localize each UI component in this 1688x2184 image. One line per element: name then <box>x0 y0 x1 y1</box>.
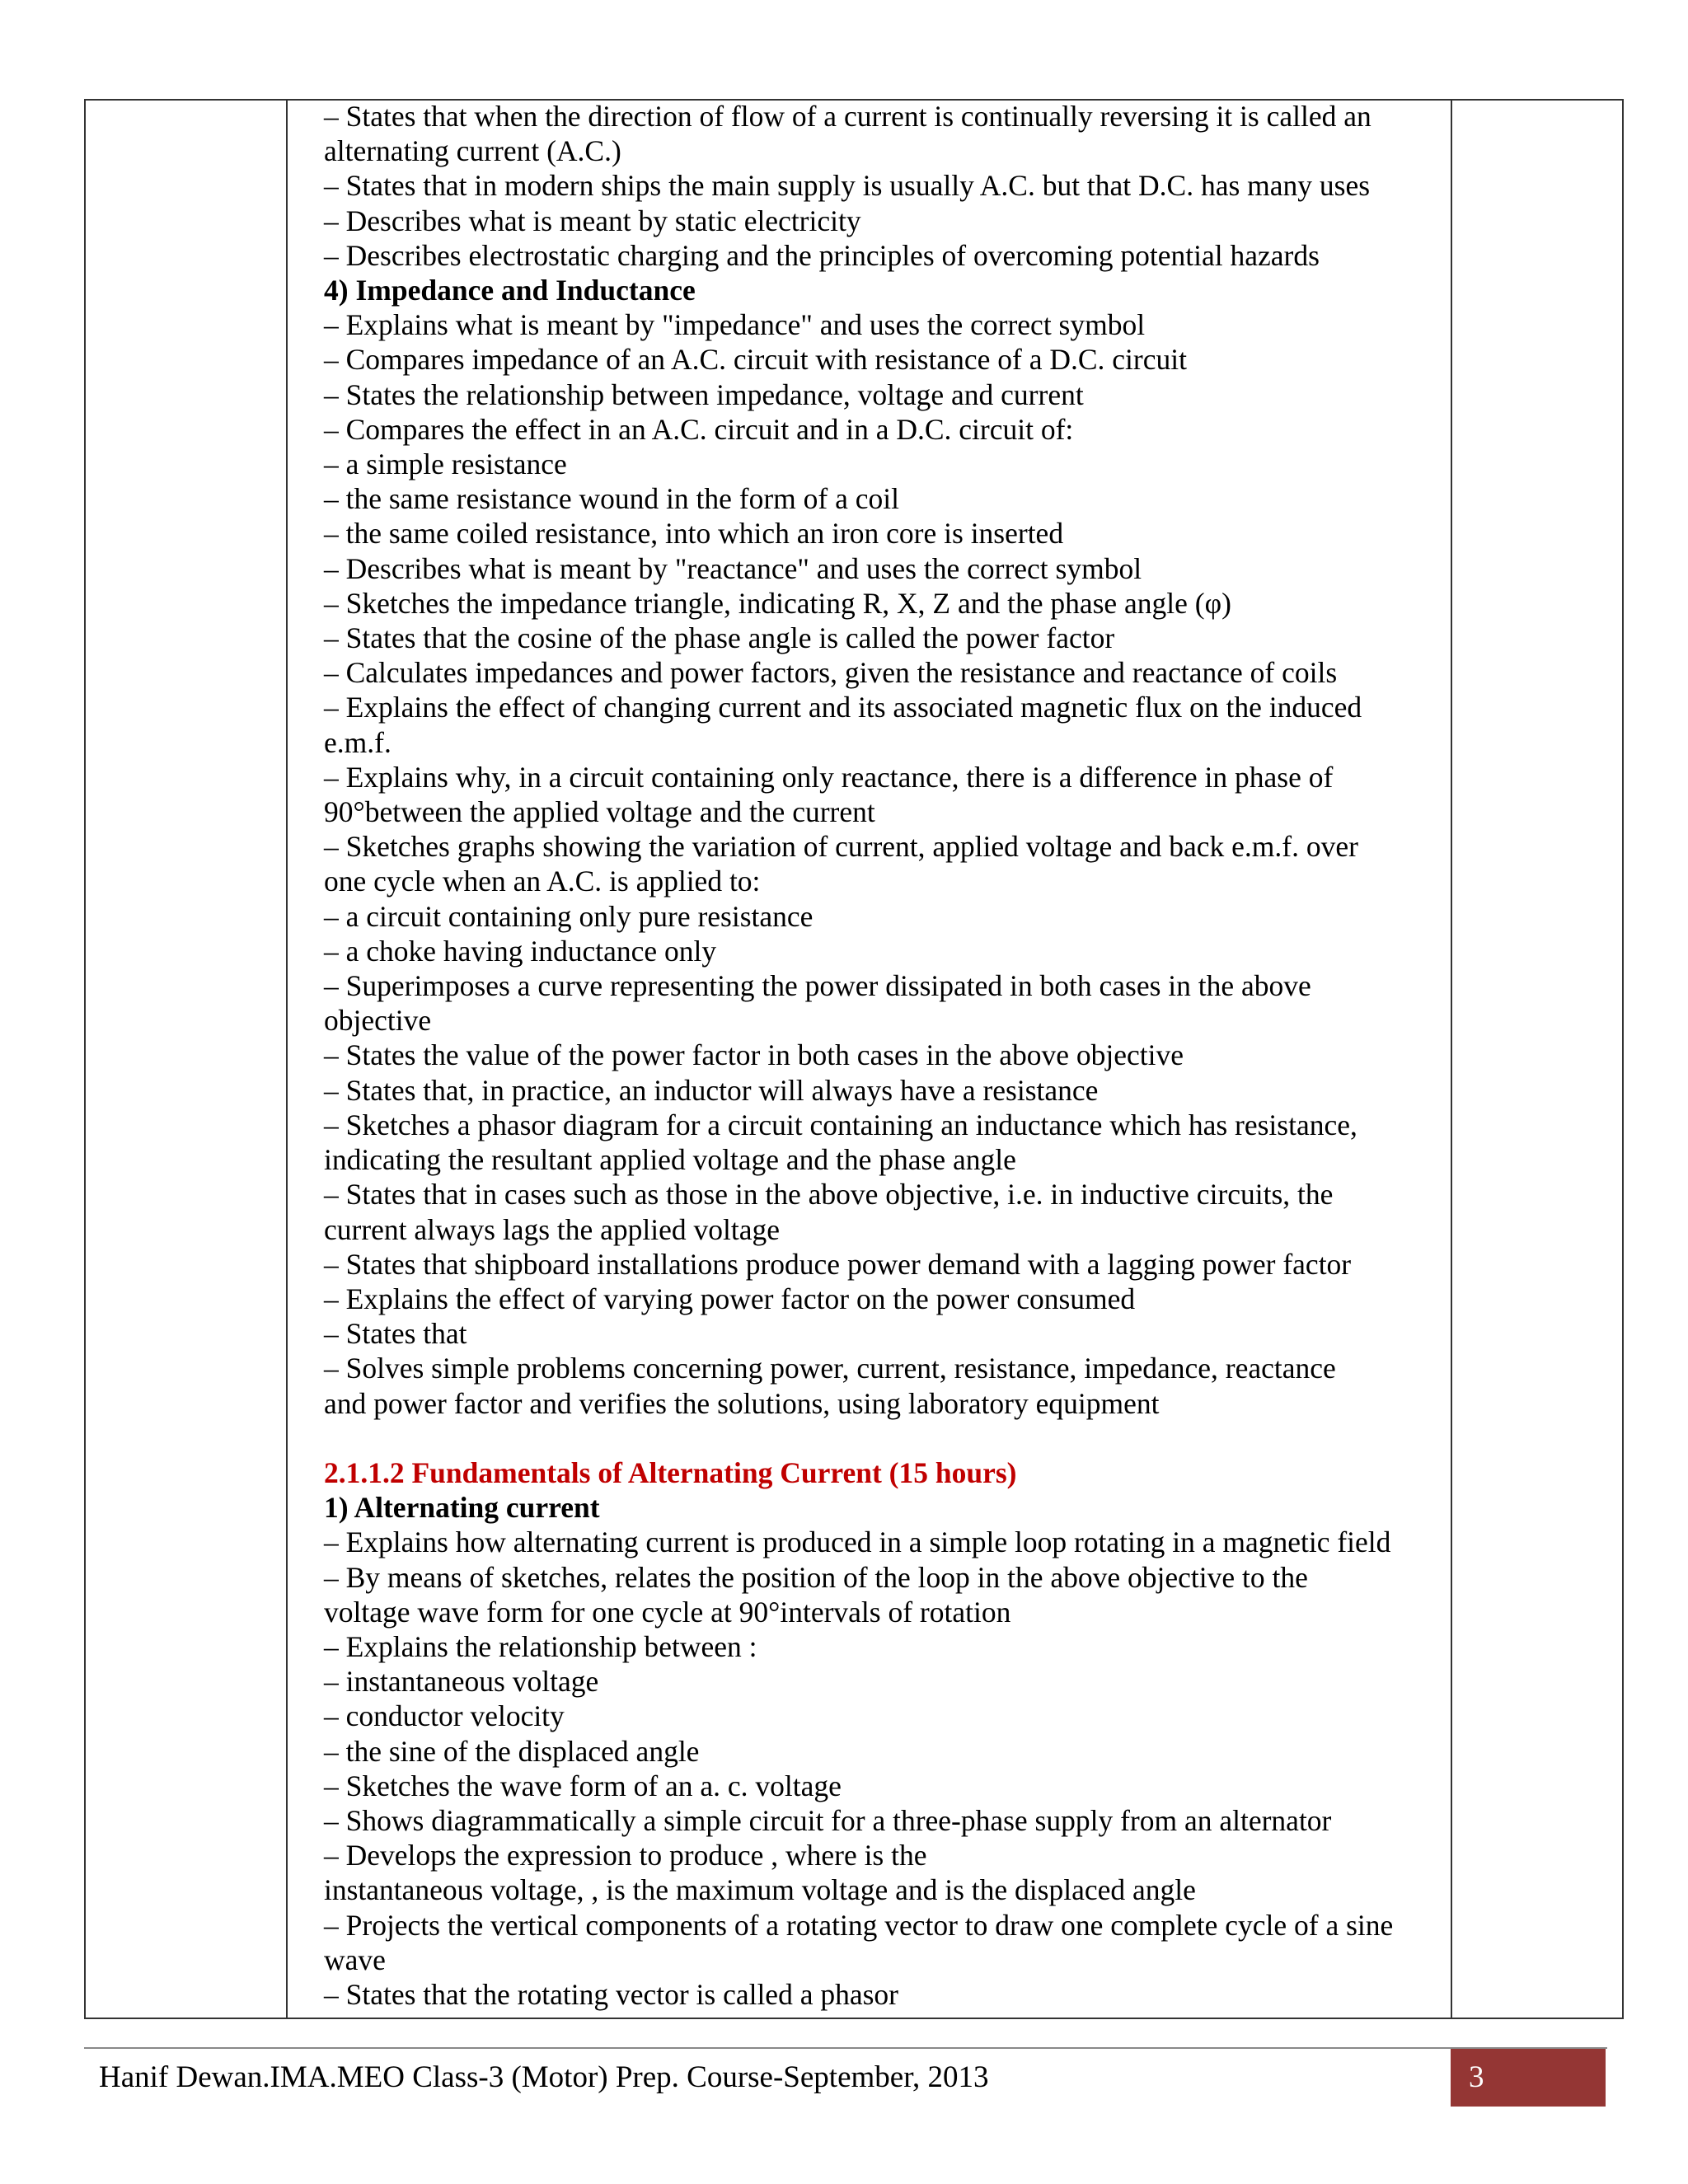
text-line: – instantaneous voltage <box>324 1665 599 1699</box>
text-line: – Describes what is meant by static electricity <box>324 204 861 237</box>
text-line: – Explains the effect of changing current and its associated magnetic flux on the induced <box>324 691 1362 724</box>
text-line: – By means of sketches, relates the position of the loop in the above objective to the <box>324 1560 1308 1594</box>
text-line: – a circuit containing only pure resistance <box>324 899 814 933</box>
subheading: 1) Alternating current <box>324 1491 600 1525</box>
text-line: – Calculates impedances and power factors, given the resistance and reactance of coils <box>324 656 1338 690</box>
text-line: – Projects the vertical components of a rotating vector to draw one complete cycle of a sine <box>324 1908 1394 1942</box>
text-line: – Explains what is meant by "impedance" and uses the correct symbol <box>324 308 1146 342</box>
text-line: – States that the rotating vector is called a phasor <box>324 1977 898 2011</box>
text-line: – States that the cosine of the phase angle is called the power factor <box>324 621 1115 655</box>
text-line: – Sketches graphs showing the variation of current, applied voltage and back e.m.f. over <box>324 830 1358 864</box>
text-line: – Compares impedance of an A.C. circuit with resistance of a D.C. circuit <box>324 343 1187 377</box>
text-line: – Sketches the wave form of an a. c. voltage <box>324 1769 842 1802</box>
blank-line <box>324 1421 1428 1455</box>
text-line: – Superimposes a curve representing the power dissipated in both cases in the above <box>324 969 1311 1003</box>
text-line: – Describes what is meant by "reactance" and uses the correct symbol <box>324 551 1142 585</box>
section-heading: 2.1.1.2 Fundamentals of Alternating Current (15 hours) <box>324 1455 1017 1489</box>
text-line: 90°between the applied voltage and the current <box>324 795 875 829</box>
text-line: – States the relationship between impedance, voltage and current <box>324 377 1084 411</box>
text-line: one cycle when an A.C. is applied to: <box>324 865 761 898</box>
text-line: – the same resistance wound in the form of a coil <box>324 482 899 516</box>
text-line: – States that when the direction of flow of a current is continually reversing it is called an <box>324 100 1372 133</box>
footer-text: Hanif Dewan.IMA.MEO Class-3 (Motor) Prep. Course-September, 2013 <box>99 2060 989 2094</box>
text-line: – Explains the effect of varying power factor on the power consumed <box>324 1282 1136 1315</box>
text-line: – States that <box>324 1317 467 1351</box>
text-line: alternating current (A.C.) <box>324 134 621 168</box>
text-line: – Compares the effect in an A.C. circuit and in a D.C. circuit of: <box>324 412 1074 446</box>
text-line: current always lags the applied voltage <box>324 1212 781 1246</box>
text-line: – the sine of the displaced angle <box>324 1734 700 1768</box>
text-line: – a simple resistance <box>324 448 567 481</box>
footer-divider <box>84 2047 1607 2049</box>
syllabus-text-column <box>324 99 1428 2012</box>
table-column-divider-right <box>1451 101 1452 2018</box>
text-line: – States that in cases such as those in the above objective, i.e. in inductive circuits, the <box>324 1178 1334 1212</box>
text-line: indicating the resultant applied voltage and the phase angle <box>324 1143 1016 1177</box>
text-line: – Sketches the impedance triangle, indicating R, X, Z and the phase angle (φ) <box>324 586 1231 620</box>
text-line: – Develops the expression to produce , where is the <box>324 1839 927 1872</box>
text-line: – conductor velocity <box>324 1699 565 1733</box>
text-line: objective <box>324 1004 432 1038</box>
text-line: – States that, in practice, an inductor will always have a resistance <box>324 1073 1099 1107</box>
text-line: – Explains why, in a circuit containing only reactance, there is a difference in phase of <box>324 760 1334 794</box>
text-line: – States the value of the power factor in both cases in the above objective <box>324 1038 1184 1072</box>
text-line: – Solves simple problems concerning power, current, resistance, impedance, reactance <box>324 1352 1336 1385</box>
text-line: wave <box>324 1943 386 1976</box>
page-number-badge: 3 <box>1451 2049 1606 2107</box>
text-line: instantaneous voltage, , is the maximum voltage and is the displaced angle <box>324 1873 1196 1907</box>
text-line: voltage wave form for one cycle at 90°intervals of rotation <box>324 1595 1011 1629</box>
text-line: – Describes electrostatic charging and the principles of overcoming potential hazards <box>324 238 1320 272</box>
text-line: – the same coiled resistance, into which an iron core is inserted <box>324 517 1064 551</box>
text-line: – States that shipboard installations produce power demand with a lagging power factor <box>324 1247 1352 1281</box>
text-line: – States that in modern ships the main supply is usually A.C. but that D.C. has many uses <box>324 169 1371 203</box>
text-line: – Shows diagrammatically a simple circuit for a three-phase supply from an alternator <box>324 1803 1332 1837</box>
text-line: – a choke having inductance only <box>324 934 717 968</box>
subheading: 4) Impedance and Inductance <box>324 274 696 307</box>
text-line: – Explains how alternating current is produced in a simple loop rotating in a magnetic field <box>324 1526 1391 1559</box>
text-line: e.m.f. <box>324 725 392 759</box>
text-line: and power factor and verifies the solutions, using laboratory equipment <box>324 1386 1160 1420</box>
table-column-divider-left <box>286 101 288 2018</box>
text-line: – Sketches a phasor diagram for a circuit containing an inductance which has resistance, <box>324 1108 1357 1141</box>
text-line: – Explains the relationship between : <box>324 1629 757 1663</box>
